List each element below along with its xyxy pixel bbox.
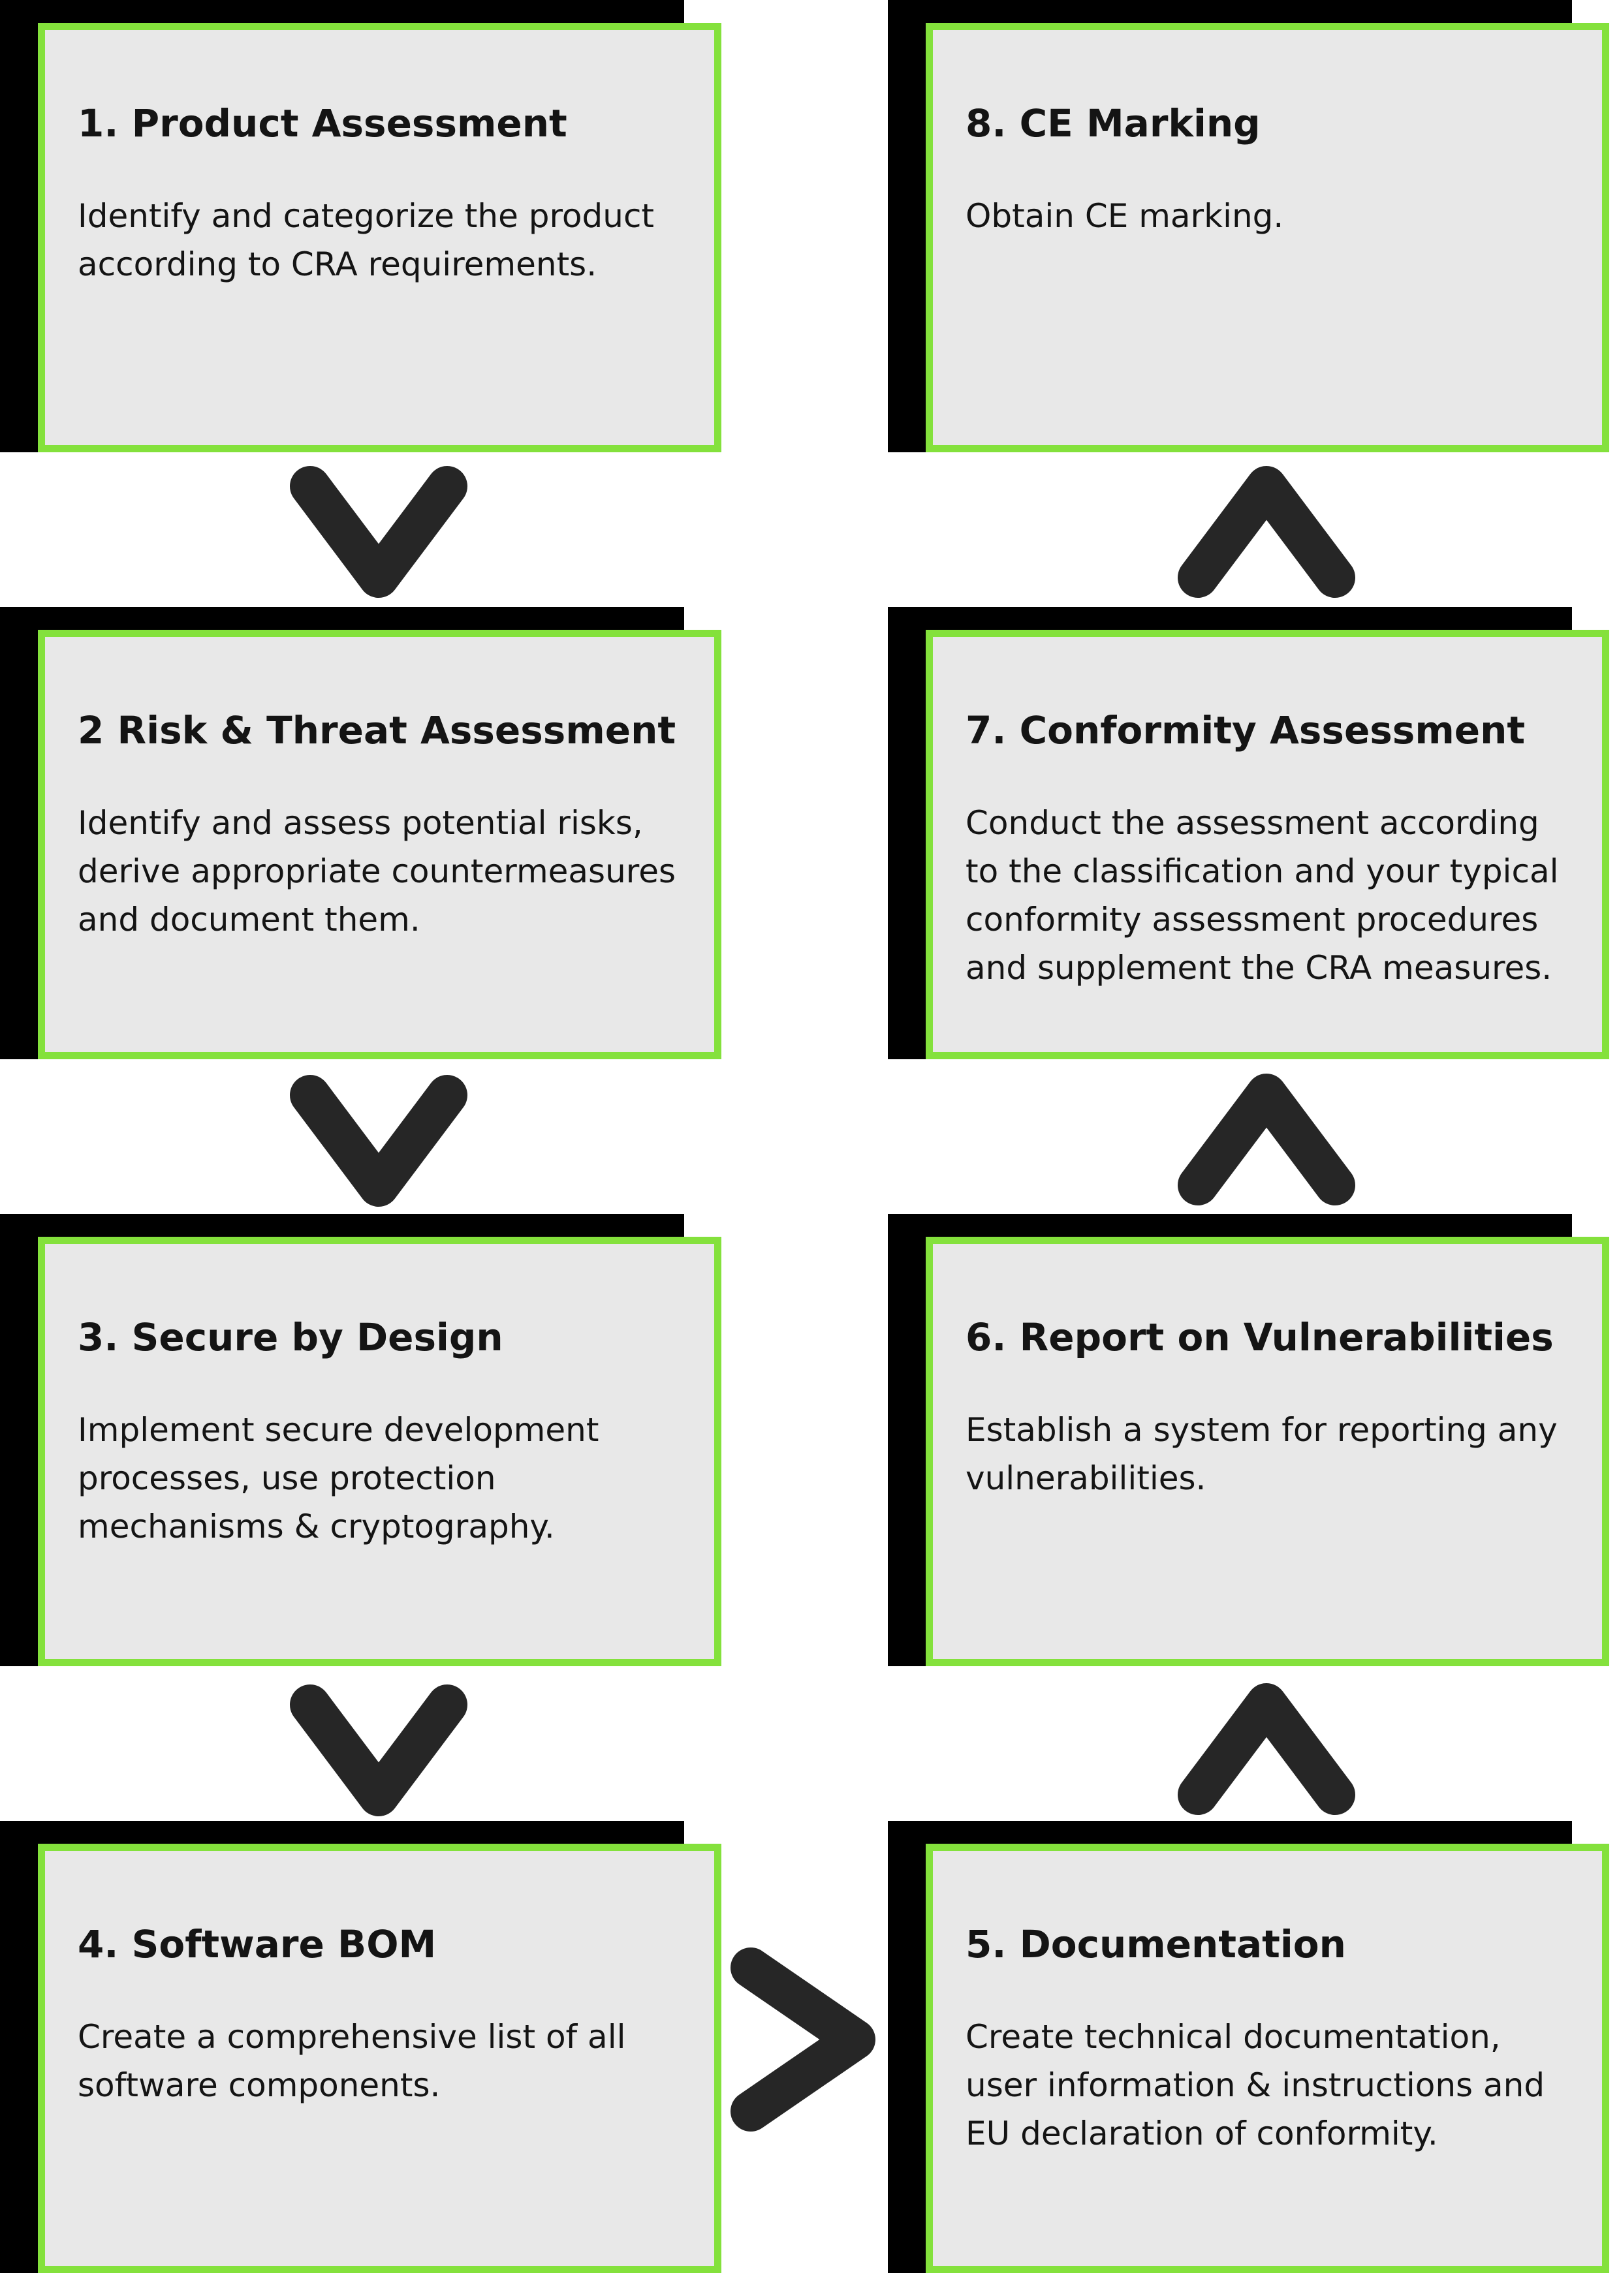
step-card — [926, 1844, 1609, 2273]
step-card — [926, 1237, 1609, 1666]
step-description: Create technical documentation, user information & instructions and EU declaration of conformity. — [966, 2018, 1545, 2152]
step-card — [38, 23, 721, 452]
step-5 — [888, 1821, 1609, 2273]
step-title: 3. Secure by Design — [78, 1315, 503, 1359]
step-title: 6. Report on Vulnerabilities — [966, 1315, 1554, 1359]
step-description: Create a comprehensive list of all software components. — [78, 2018, 626, 2104]
step-title: 5. Documentation — [966, 1922, 1346, 1966]
step-description: Conduct the assessment according to the classification and your typical conformity assessment procedures and supplement the CRA measures. — [966, 804, 1559, 987]
step-card — [926, 23, 1609, 452]
chevron-up-icon — [1175, 460, 1358, 604]
step-title: 2 Risk & Threat Assessment — [78, 708, 676, 752]
step-title: 7. Conformity Assessment — [966, 708, 1526, 752]
step-description: Establish a system for reporting any vulnerabilities. — [966, 1411, 1558, 1497]
step-card — [38, 630, 721, 1059]
step-8 — [888, 0, 1609, 452]
step-2 — [0, 607, 721, 1059]
chevron-up-icon — [1175, 1068, 1358, 1211]
chevron-down-icon — [287, 1679, 470, 1822]
step-title: 4. Software BOM — [78, 1922, 437, 1966]
step-description: Identify and assess potential risks, derive appropriate countermeasures and document them. — [78, 804, 676, 939]
chevron-up-icon — [1175, 1677, 1358, 1821]
step-card — [38, 1237, 721, 1666]
step-description: Identify and categorize the product according to CRA requirements. — [78, 197, 655, 283]
step-title: 1. Product Assessment — [78, 101, 567, 146]
step-card — [38, 1844, 721, 2273]
step-6 — [888, 1214, 1609, 1666]
step-7 — [888, 607, 1609, 1059]
step-description: Implement secure development processes, use protection mechanisms & cryptography. — [78, 1411, 599, 1545]
step-title: 8. CE Marking — [966, 101, 1261, 146]
step-4 — [0, 1821, 721, 2273]
step-description: Obtain CE marking. — [966, 197, 1284, 235]
step-1 — [0, 0, 721, 452]
step-card — [926, 630, 1609, 1059]
chevron-right-icon — [725, 1942, 881, 2137]
chevron-down-icon — [287, 460, 470, 604]
chevron-down-icon — [287, 1069, 470, 1213]
step-3 — [0, 1214, 721, 1666]
